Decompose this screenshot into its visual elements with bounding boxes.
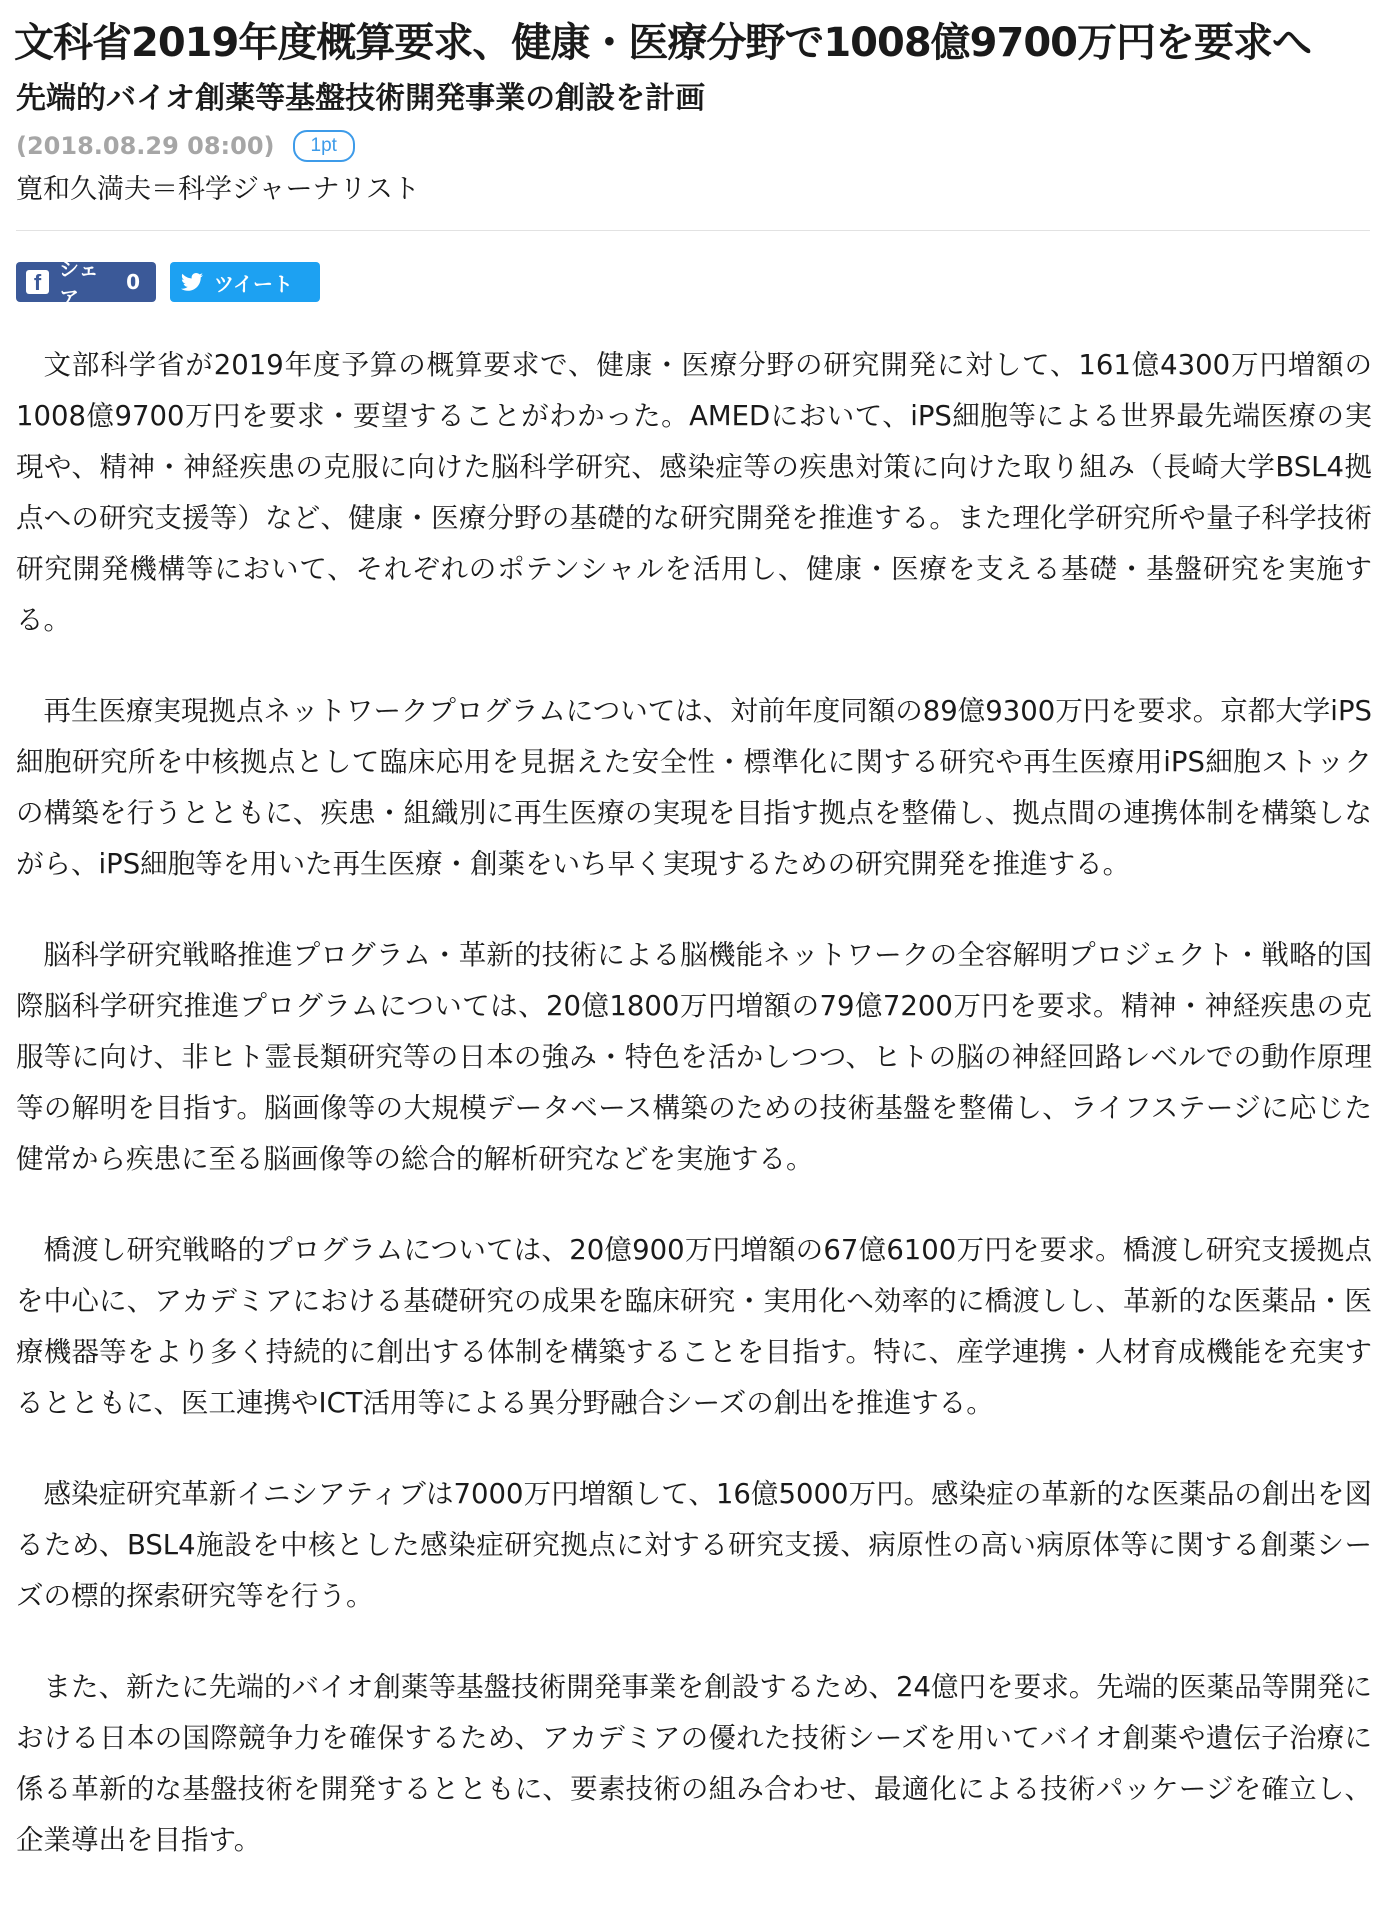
article-paragraph: 脳科学研究戦略推進プログラム・革新的技術による脳機能ネットワークの全容解明プロジェクト・戦略的国際脳科学研究推進プログラムについては、20億1800万円増額の79億7200万円を要求。精神・神経疾患の克服等に向け、非ヒト霊長類研究等の日本の強み・特色を活かしつつ、ヒトの脳の神経回路レベルでの動作原理等の解明を目指す。脳画像等の大規模データベース構築のための技術基盤を整備し、ライフステージに応じた健常から疾患に至る脳画像等の総合的解析研究などを実施する。 xyxy=(16,939,1372,1175)
author-byline: 寛和久満夫＝科学ジャーナリスト xyxy=(16,174,420,205)
article-paragraph: 橋渡し研究戦略的プログラムについては、20億900万円増額の67億6100万円を要求。橋渡し研究支援拠点を中心に、アカデミアにおける基礎研究の成果を臨床研究・実用化へ効率的に橋渡しし、革新的な医薬品・医療機器等をより多く持続的に創出する体制を構築することを目指す。特に、産学連携・人材育成機能を充実するとともに、医工連携やICT活用等による異分野融合シーズの創出を推進する。 xyxy=(16,1234,1372,1419)
article-body xyxy=(16,340,1372,1906)
social-buttons xyxy=(16,257,320,310)
publish-date: (2018.08.29 08:00) xyxy=(16,132,275,160)
header-divider xyxy=(16,230,1370,231)
facebook-icon: f xyxy=(26,270,49,294)
share-count: 0 xyxy=(126,270,140,294)
tweet-label: ツイート xyxy=(214,271,293,296)
facebook-share-button[interactable] xyxy=(16,257,156,310)
article-paragraph: また、新たに先端的バイオ創薬等基盤技術開発事業を創設するため、24億円を要求。先端的医薬品等開発における日本の国際競争力を確保するため、アカデミアの優れた技術シーズを用いてバイオ創薬や遺伝子治療に係る革新的な基盤技術を開発するとともに、要素技術の組み合わせ、最適化による技術パッケージを確立し、企業導出を目指す。 xyxy=(16,1671,1372,1856)
article-paragraph: 感染症研究革新イニシアティブは7000万円増額して、16億5000万円。感染症の革新的な医薬品の創出を図るため、BSL4施設を中核とした感染症研究拠点に対する研究支援、病原性の高い病原体等に関する創薬シーズの標的探索研究等を行う。 xyxy=(16,1478,1373,1612)
article-paragraph: 再生医療実現拠点ネットワークプログラムについては、対前年度同額の89億9300万円を要求。京都大学iPS細胞研究所を中核拠点として臨床応用を見据えた安全性・標準化に関する研究や再生医療用iPS細胞ストックの構築を行うとともに、疾患・組織別に再生医療の実現を目指す拠点を整備し、拠点間の連携体制を構築しながら、iPS細胞等を用いた再生医療・創薬をいち早く実現するための研究開発を推進する。 xyxy=(16,695,1372,880)
article-subtitle: 先端的バイオ創薬等基盤技術開発事業の創設を計画 xyxy=(16,81,706,116)
article-title: 文科省2019年度概算要求、健康・医療分野で1008億9700万円を要求へ xyxy=(14,20,1311,66)
article-paragraph: 文部科学省が2019年度予算の概算要求で、健康・医療分野の研究開発に対して、161億4300万円増額の1008億9700万円を要求・要望することがわかった。AMEDにおいて、iPS細胞等による世界最先端医療の実現や、精神・神経疾患の克服に向けた脳科学研究、感染症等の疾患対策に向けた取り組み（長崎大学BSL4拠点への研究支援等）など、健康・医療分野の基礎的な研究開発を推進する。また理化学研究所や量子科学技術研究開発機構等において、それぞれのポテンシャルを活用し、健康・医療を支える基礎・基盤研究を実施する。 xyxy=(16,349,1372,636)
points-badge[interactable]: 1pt xyxy=(293,130,355,162)
twitter-bird-icon xyxy=(180,270,204,294)
tweet-button[interactable] xyxy=(170,262,320,302)
share-label: シェア xyxy=(58,257,99,310)
article-meta xyxy=(16,128,355,164)
